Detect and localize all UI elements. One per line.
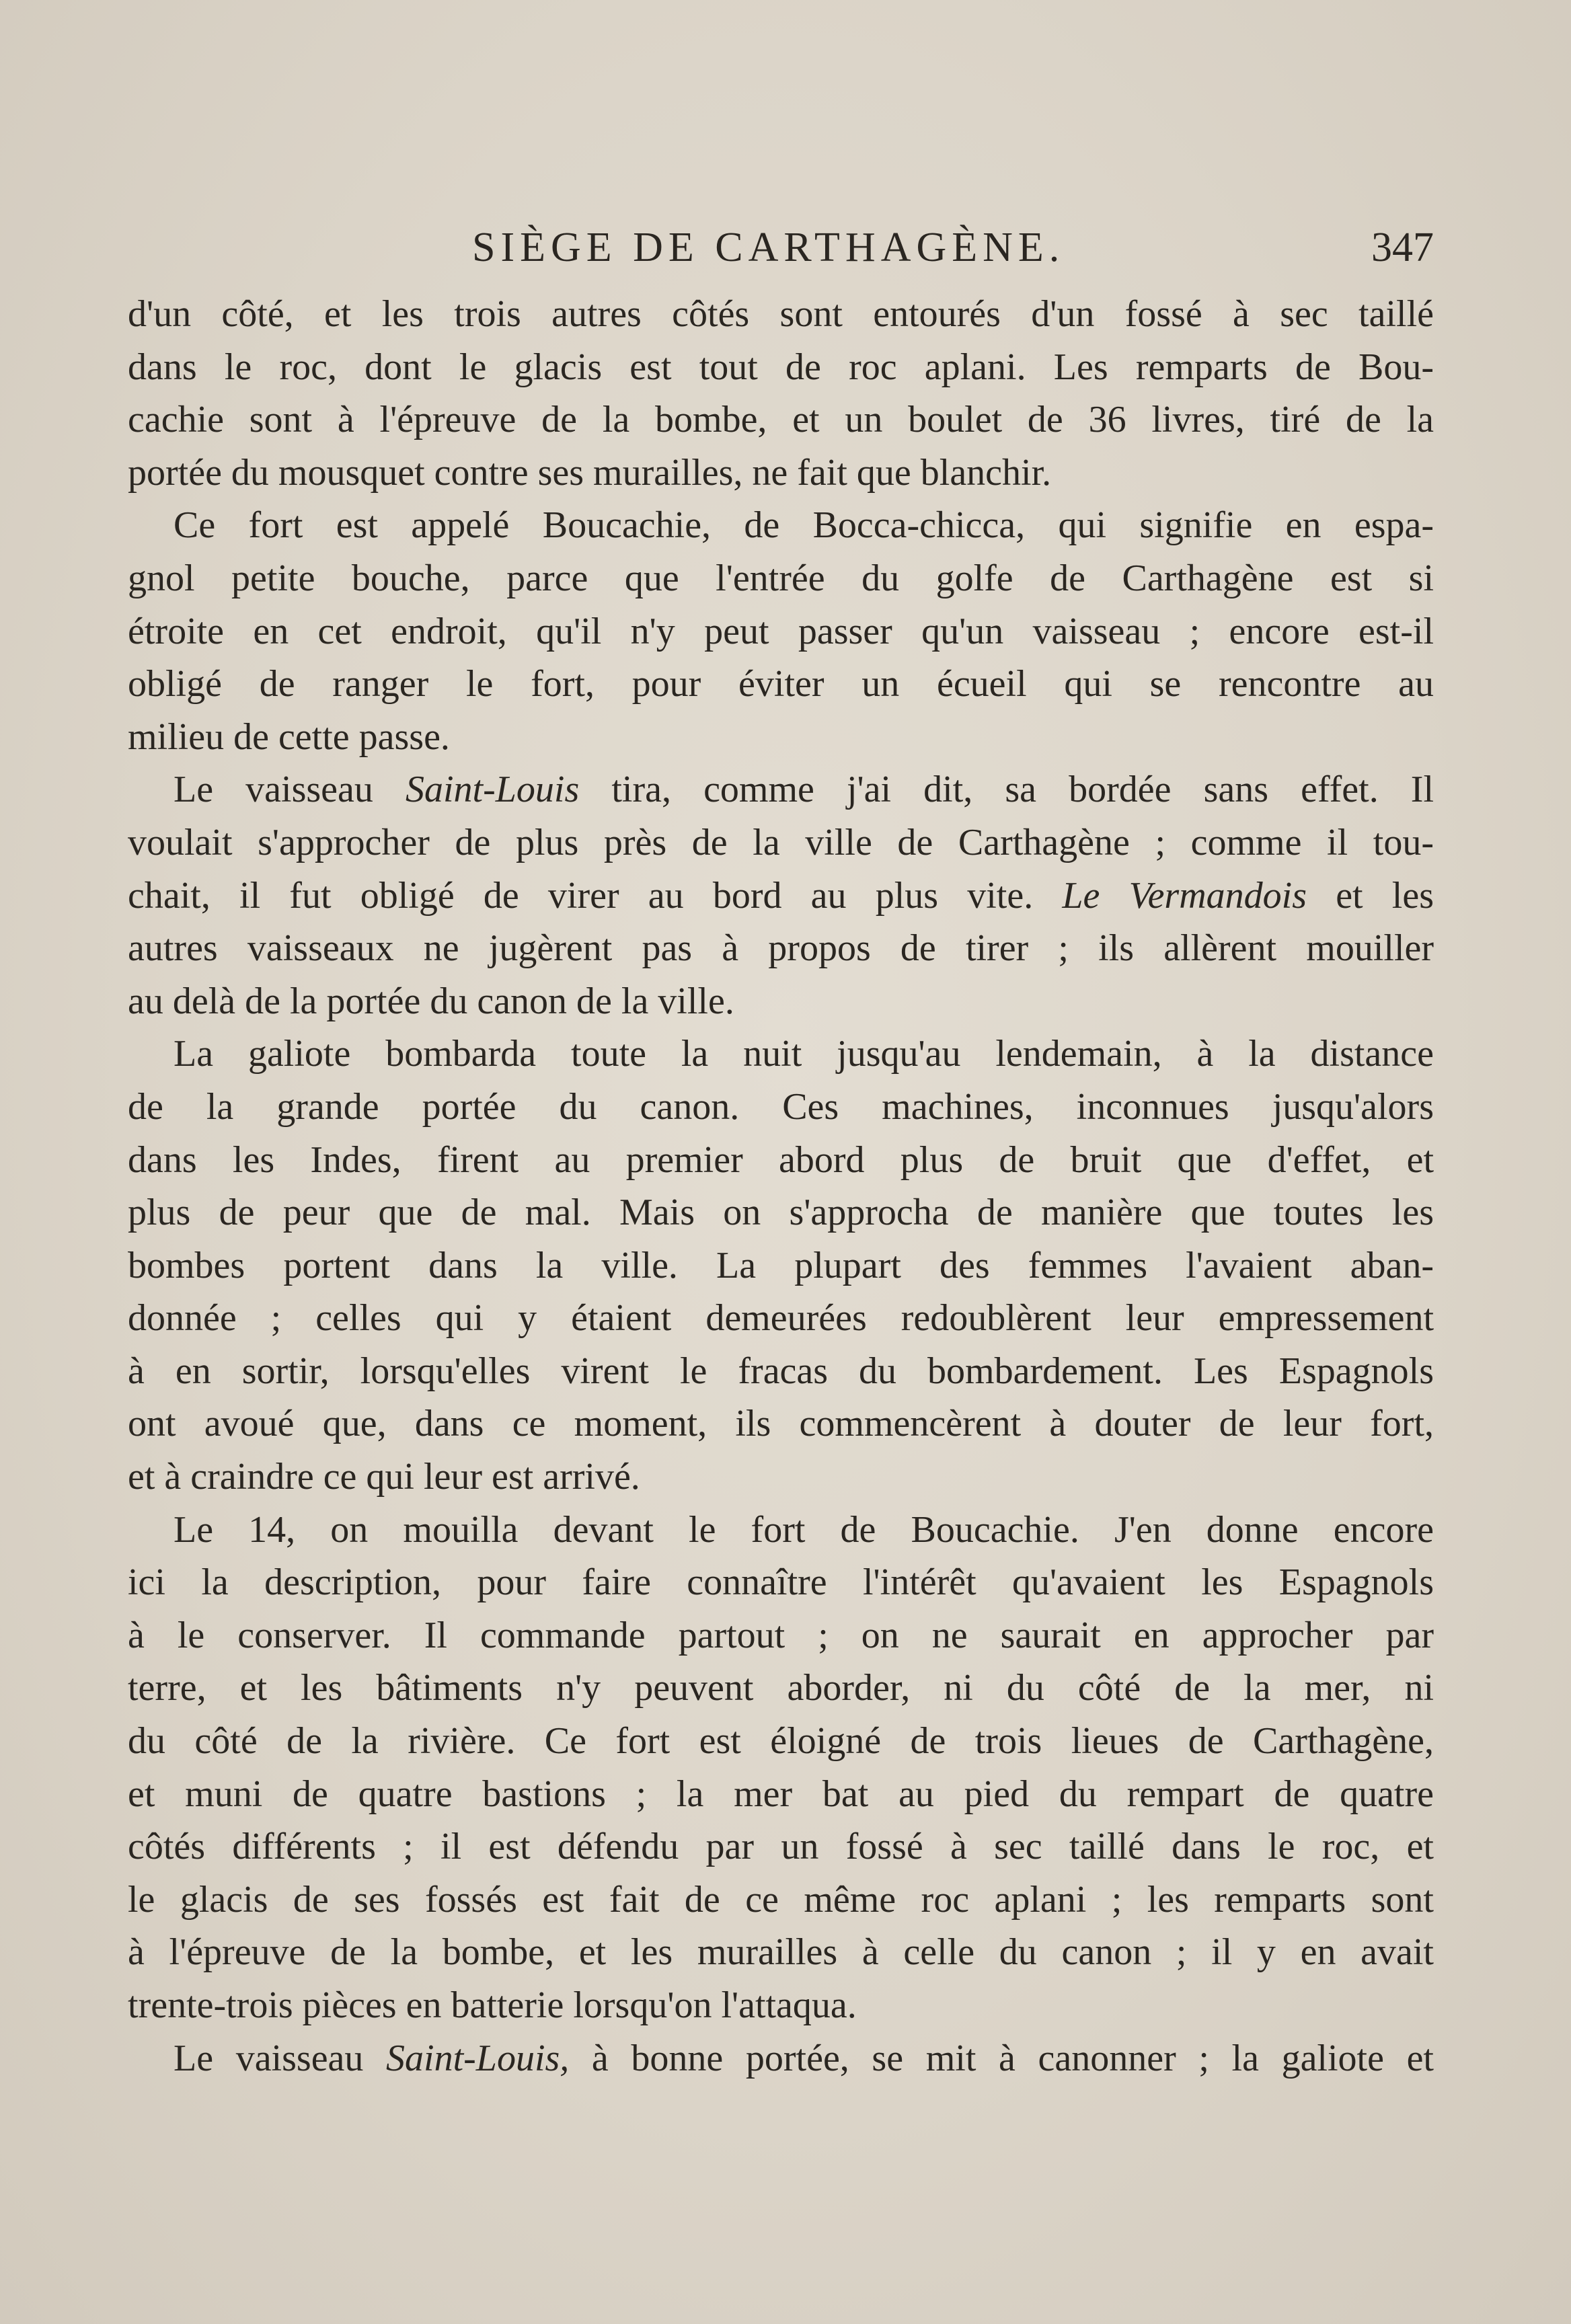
ship-name-italic: Saint-Louis,	[386, 2037, 570, 2079]
text-line: trente-trois pièces en batterie lorsqu'on l'attaqua.	[128, 1984, 857, 2026]
text-line: bombes portent dans la ville. La plupart des femmes l'avaient aban-	[128, 1244, 1434, 1286]
text-line: ont avoué que, dans ce moment, ils commencèrent à douter de leur fort,	[128, 1403, 1434, 1445]
text-line: dans le roc, dont le glacis est tout de roc aplani. Les remparts de Bou-	[128, 346, 1434, 388]
text-line: La galiote bombarda toute la nuit jusqu'au lendemain, à la distance	[174, 1033, 1434, 1075]
ship-name-italic: Saint-Louis	[405, 769, 580, 811]
text-line: donnée ; celles qui y étaient demeurées redoublèrent leur empressement	[128, 1297, 1434, 1340]
text-line: le glacis de ses fossés est fait de ce même roc aplani ; les remparts sont	[128, 1878, 1434, 1921]
text-line: étroite en cet endroit, qu'il n'y peut passer qu'un vaisseau ; encore est-il	[128, 610, 1434, 652]
text-line: portée du mousquet contre ses murailles, ne fait que blanchir.	[128, 451, 1052, 494]
text-line: à le conserver. Il commande partout ; on ne saurait en approcher par	[128, 1614, 1434, 1656]
text-line: chait, il fut obligé de virer au bord au plus vite. Le Vermandois et les	[128, 874, 1434, 917]
text-line: milieu de cette passe.	[128, 715, 450, 758]
body-text	[128, 288, 1434, 2085]
page-number: 347	[1371, 225, 1434, 270]
text-line: autres vaisseaux ne jugèrent pas à propos de tirer ; ils allèrent mouiller	[128, 927, 1434, 970]
text-line: côtés différents ; il est défendu par un fossé à sec taillé dans le roc, et	[128, 1826, 1434, 1868]
text-line: Le vaisseau Saint-Louis, à bonne portée, se mit à canonner ; la galiote et	[174, 2037, 1434, 2079]
text-line: et muni de quatre bastions ; la mer bat au pied du rempart de quatre	[128, 1773, 1434, 1815]
text-line: voulait s'approcher de plus près de la ville de Carthagène ; comme il tou-	[128, 821, 1434, 863]
text-line: cachie sont à l'épreuve de la bombe, et un boulet de 36 livres, tiré de la	[128, 399, 1434, 441]
text-line: de la grande portée du canon. Ces machines, inconnues jusqu'alors	[128, 1085, 1434, 1128]
text-line: Ce fort est appelé Boucachie, de Bocca-chicca, qui signifie en espa-	[174, 504, 1434, 547]
text-line: à en sortir, lorsqu'elles virent le fracas du bombardement. Les Espagnols	[128, 1350, 1434, 1392]
running-title: SIÈGE DE CARTHAGÈNE.	[472, 225, 1065, 270]
text-line: Le vaisseau Saint-Louis tira, comme j'ai dit, sa bordée sans effet. Il	[174, 769, 1434, 811]
ship-name-italic: Le Vermandois	[1062, 874, 1307, 917]
text-line: Le 14, on mouilla devant le fort de Boucachie. J'en donne encore	[174, 1508, 1434, 1551]
text-line: plus de peur que de mal. Mais on s'approcha de manière que toutes les	[128, 1192, 1434, 1234]
text-line: et à craindre ce qui leur est arrivé.	[128, 1456, 640, 1498]
text-line: à l'épreuve de la bombe, et les murailles à celle du canon ; il y en avait	[128, 1931, 1434, 1974]
text-line: terre, et les bâtiments n'y peuvent aborder, ni du côté de la mer, ni	[128, 1667, 1434, 1709]
text-line: dans les Indes, firent au premier abord plus de bruit que d'effet, et	[128, 1138, 1434, 1181]
text-line: gnol petite bouche, parce que l'entrée du golfe de Carthagène est si	[128, 557, 1434, 599]
text-line: d'un côté, et les trois autres côtés sont entourés d'un fossé à sec taillé	[128, 293, 1434, 335]
page-header	[128, 221, 1434, 274]
text-line: au delà de la portée du canon de la ville.	[128, 980, 734, 1022]
text-line: obligé de ranger le fort, pour éviter un écueil qui se rencontre au	[128, 663, 1434, 705]
text-line: du côté de la rivière. Ce fort est éloigné de trois lieues de Carthagène,	[128, 1720, 1434, 1763]
text-line: ici la description, pour faire connaître l'intérêt qu'avaient les Espagnols	[128, 1561, 1434, 1604]
